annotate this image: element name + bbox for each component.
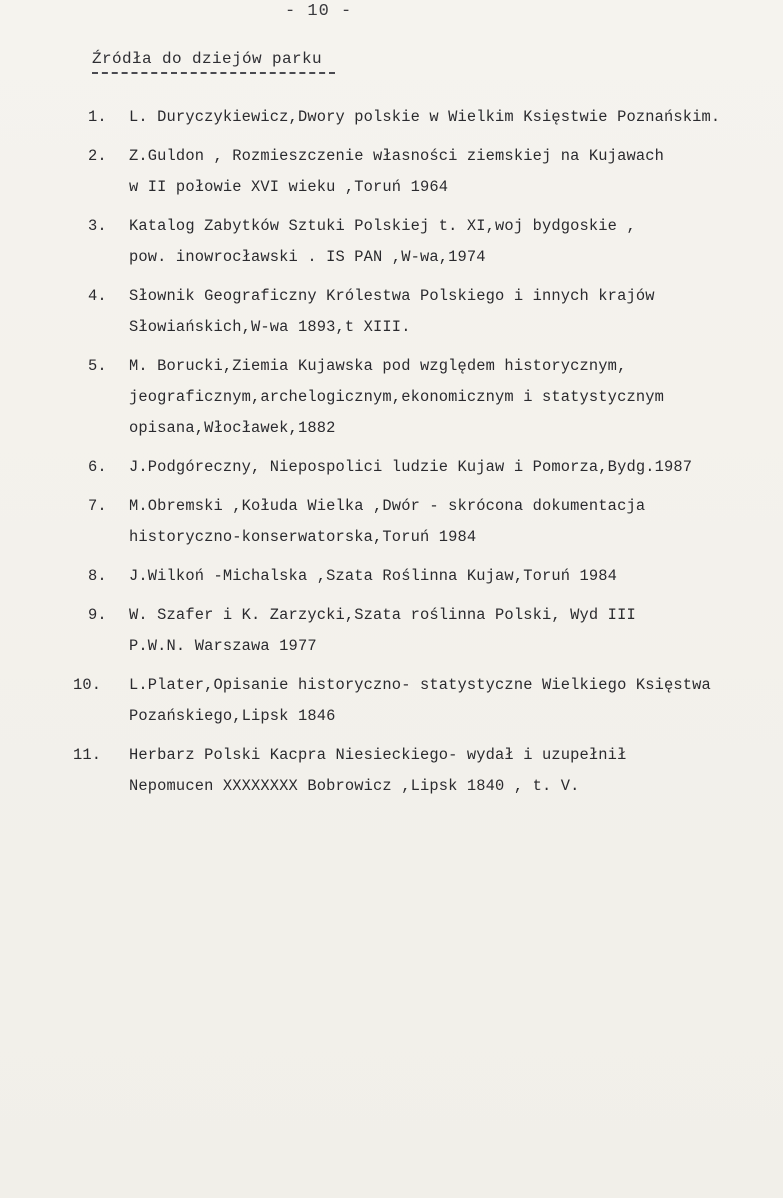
entry-number: 2. [88, 147, 107, 165]
entry-number: 1. [88, 108, 107, 126]
bibliography-list [73, 102, 778, 810]
entry-text-line: J.Wilkoń -Michalska ,Szata Roślinna Kujaw,Toruń 1984 [129, 567, 618, 585]
entry-text-line: jeograficznym,archelogicznym,ekonomicznym i statystycznym [129, 388, 664, 406]
bibliography-entry [73, 670, 778, 732]
page-number: - 10 - [285, 2, 353, 21]
entry-text-line: J.Podgóreczny, Niepospolici ludzie Kujaw i Pomorza,Bydg.1987 [129, 458, 693, 476]
entry-text-line: Pozańskiego,Lipsk 1846 [129, 707, 336, 725]
entry-number: 4. [88, 287, 107, 305]
entry-number: 7. [88, 497, 107, 515]
entry-text-line: pow. inowrocławski . IS PAN ,W-wa,1974 [129, 248, 486, 266]
bibliography-entry [88, 102, 778, 133]
section-heading: Źródła do dziejów parku [92, 50, 323, 68]
entry-text-line: P.W.N. Warszawa 1977 [129, 637, 317, 655]
entry-text-line: Słownik Geograficzny Królestwa Polskiego i innych krajów [129, 287, 655, 305]
entry-text-line: W. Szafer i K. Zarzycki,Szata roślinna Polski, Wyd III [129, 606, 636, 624]
bibliography-entry [88, 452, 778, 483]
entry-text-line: L.Plater,Opisanie historyczno- statystyczne Wielkiego Księstwa [129, 676, 711, 694]
bibliography-entry [88, 561, 778, 592]
bibliography-entry [88, 491, 778, 553]
entry-text-line: Nepomucen XXXXXXXX Bobrowicz ,Lipsk 1840 , t. V. [129, 777, 580, 795]
bibliography-entry [88, 211, 778, 273]
entry-text-line: M.Obremski ,Kołuda Wielka ,Dwór - skrócona dokumentacja [129, 497, 646, 515]
entry-text-line: M. Borucki,Ziemia Kujawska pod względem historycznym, [129, 357, 627, 375]
bibliography-entry [88, 600, 778, 662]
entry-text-line: Katalog Zabytków Sztuki Polskiej t. XI,woj bydgoskie , [129, 217, 636, 235]
entry-text-line: Słowiańskich,W-wa 1893,t XIII. [129, 318, 411, 336]
entry-number: 8. [88, 567, 107, 585]
entry-text-line: Herbarz Polski Kacpra Niesieckiego- wydał i uzupełnił [129, 746, 627, 764]
entry-number: 5. [88, 357, 107, 375]
entry-text-line: w II połowie XVI wieku ,Toruń 1964 [129, 178, 449, 196]
entry-text-line: opisana,Włocławek,1882 [129, 419, 336, 437]
entry-text-line: L. Duryczykiewicz,Dwory polskie w Wielkim Księstwie Poznańskim. [129, 108, 721, 126]
entry-number: 10. [73, 676, 102, 694]
entry-number: 3. [88, 217, 107, 235]
bibliography-entry [88, 281, 778, 343]
bibliography-entry [73, 740, 778, 802]
entry-number: 9. [88, 606, 107, 624]
entry-number: 11. [73, 746, 102, 764]
heading-underline [92, 72, 335, 74]
bibliography-entry [88, 141, 778, 203]
bibliography-entry [88, 351, 778, 444]
entry-text-line: Z.Guldon , Rozmieszczenie własności ziemskiej na Kujawach [129, 147, 664, 165]
entry-number: 6. [88, 458, 107, 476]
entry-text-line: historyczno-konserwatorska,Toruń 1984 [129, 528, 477, 546]
